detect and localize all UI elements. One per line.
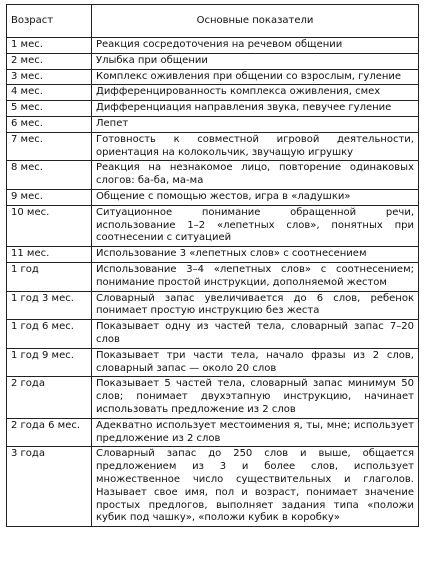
table-row <box>7 85 419 101</box>
age-cell: 2 года <box>7 377 92 418</box>
table-row <box>7 53 419 69</box>
table-row <box>7 447 419 527</box>
indicator-cell: Готовность к совместной игровой деятельности, ориентация на колокольчик, звучащую игрушку <box>92 132 419 161</box>
development-table <box>6 4 419 527</box>
age-cell: 7 мес. <box>7 132 92 161</box>
indicator-cell: Использование 3–4 «лепетных слов» с соотнесением; понимание простой инструкции, дополняемой жестом <box>92 262 419 291</box>
age-cell: 4 мес. <box>7 85 92 101</box>
indicator-cell: Адекватно использует местоимения я, ты, мне; использует предложение из 2 слов <box>92 418 419 447</box>
age-cell: 1 год 9 мес. <box>7 348 92 377</box>
age-cell: 10 мес. <box>7 205 92 246</box>
indicator-cell: Показывает три части тела, начало фразы из 2 слов, словарный запас — около 20 слов <box>92 348 419 377</box>
table-row <box>7 320 419 349</box>
age-cell: 8 мес. <box>7 161 92 190</box>
table-row <box>7 348 419 377</box>
age-cell: 1 год 6 мес. <box>7 320 92 349</box>
indicator-cell: Словарный запас до 250 слов и выше, общается предложением из 3 и более слов, использует множественное число существительных и глаголов. Называет свое имя, пол и возраст, понимает значение простых предлогов, выполняет задания типа «положи кубик под чашку», «положи кубик в коробку» <box>92 447 419 527</box>
indicator-cell: Показывает 5 частей тела, словарный запас минимум 50 слов; понимает двухэтапную инструкцию, начинает использовать предложение из 2 слов <box>92 377 419 418</box>
development-table-wrapper <box>6 4 418 527</box>
table-row <box>7 69 419 85</box>
age-cell: 6 мес. <box>7 116 92 132</box>
age-cell: 1 год <box>7 262 92 291</box>
table-header-row <box>7 5 419 38</box>
age-cell: 9 мес. <box>7 189 92 205</box>
indicator-cell: Реакция сосредоточения на речевом общении <box>92 38 419 54</box>
indicator-cell: Использование 3 «лепетных слов» с соотнесением <box>92 247 419 263</box>
age-cell: 3 мес. <box>7 69 92 85</box>
age-cell: 1 мес. <box>7 38 92 54</box>
table-row <box>7 262 419 291</box>
table-row <box>7 291 419 320</box>
table-row <box>7 132 419 161</box>
age-cell: 2 мес. <box>7 53 92 69</box>
age-cell: 11 мес. <box>7 247 92 263</box>
indicator-cell: Словарный запас увеличивается до 6 слов, ребенок понимает простую инструкцию без жеста <box>92 291 419 320</box>
indicator-cell: Общение с помощью жестов, игра в «ладушки» <box>92 189 419 205</box>
age-cell: 1 год 3 мес. <box>7 291 92 320</box>
table-row <box>7 189 419 205</box>
table-row <box>7 205 419 246</box>
table-row <box>7 38 419 54</box>
table-row <box>7 116 419 132</box>
indicator-cell: Дифференцированность комплекса оживления, смех <box>92 85 419 101</box>
table-body <box>7 38 419 527</box>
indicator-cell: Реакция на незнакомое лицо, повторение одинаковых слогов: ба-ба, ма-ма <box>92 161 419 190</box>
indicator-cell: Улыбка при общении <box>92 53 419 69</box>
indicator-cell: Комплекс оживления при общении со взрослым, гуление <box>92 69 419 85</box>
table-row <box>7 418 419 447</box>
table-row <box>7 377 419 418</box>
table-row <box>7 247 419 263</box>
indicator-cell: Ситуационное понимание обращенной речи, использование 1–2 «лепетных слов», понятных при соотнесении с ситуацией <box>92 205 419 246</box>
header-age: Возраст <box>7 5 92 38</box>
indicator-cell: Показывает одну из частей тела, словарный запас 7–20 слов <box>92 320 419 349</box>
indicator-cell: Дифференциация направления звука, певучее гуление <box>92 101 419 117</box>
age-cell: 3 года <box>7 447 92 527</box>
table-row <box>7 101 419 117</box>
indicator-cell: Лепет <box>92 116 419 132</box>
age-cell: 2 года 6 мес. <box>7 418 92 447</box>
header-indicators: Основные показатели <box>92 5 419 38</box>
table-row <box>7 161 419 190</box>
age-cell: 5 мес. <box>7 101 92 117</box>
